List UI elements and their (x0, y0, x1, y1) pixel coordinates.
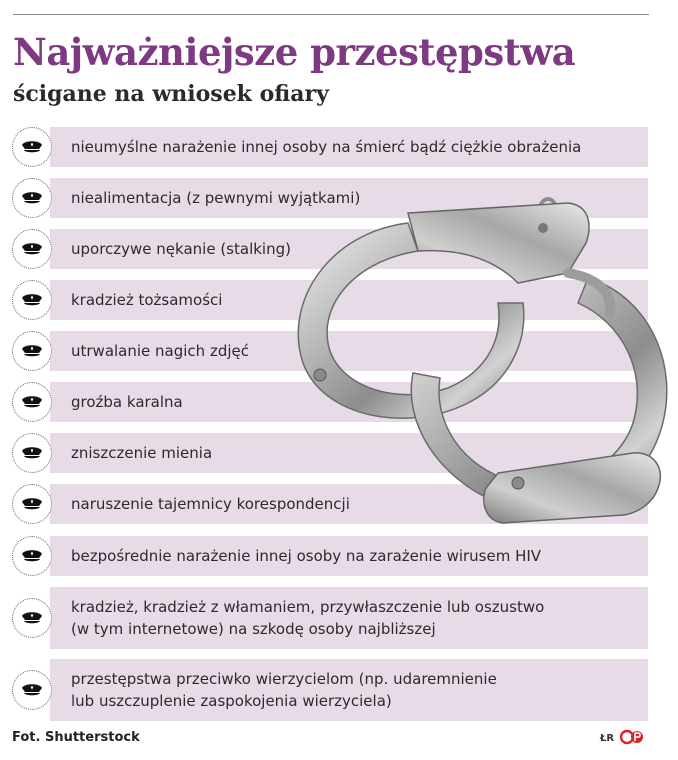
list-item (0, 229, 678, 269)
police-cap-icon (12, 536, 52, 576)
police-cap-icon (12, 598, 52, 638)
list-item-line: bezpośrednie narażenie innej osoby na zarażenie wirusem HIV (71, 547, 542, 565)
list-item (0, 433, 678, 473)
list-item-line: niealimentacja (z pewnymi wyjątkami) (71, 189, 361, 207)
list-item-line: kradzież tożsamości (71, 291, 223, 309)
list-item-line: zniszczenie mienia (71, 444, 213, 462)
list-item-text (71, 289, 648, 311)
list-item-line: groźba karalna (71, 393, 183, 411)
list-item-line: uporczywe nękanie (stalking) (71, 240, 291, 258)
police-cap-icon (12, 670, 52, 710)
list-item-text (71, 668, 648, 712)
list-item-line: utrwalanie nagich zdjęć (71, 342, 249, 360)
list-item-line: przestępstwa przeciwko wierzycielom (np. udaremnienie (71, 670, 497, 688)
police-cap-icon (12, 433, 52, 473)
list-item (0, 382, 678, 422)
photo-credit: Fot. Shutterstock (12, 730, 140, 745)
list-item-line: naruszenie tajemnicy korespondencji (71, 495, 350, 513)
list-item-text (71, 391, 648, 413)
list-item (0, 659, 678, 721)
list-item (0, 587, 678, 649)
publisher-logo (620, 728, 644, 746)
page-subtitle: ścigane na wniosek ofiary (13, 81, 329, 107)
police-cap-icon (12, 382, 52, 422)
list-item (0, 536, 678, 576)
list-item-line: (w tym internetowe) na szkodę osoby najbliższej (71, 620, 436, 638)
police-cap-icon (12, 229, 52, 269)
police-cap-icon (12, 127, 52, 167)
list-item-text (71, 545, 648, 567)
list-item-line: kradzież, kradzież z włamaniem, przywłaszczenie lub oszustwo (71, 598, 545, 616)
list-item-text (71, 340, 648, 362)
page-title: Najważniejsze przestępstwa (13, 30, 576, 74)
list-item (0, 127, 678, 167)
list-item (0, 178, 678, 218)
author-initials: ŁR (600, 733, 615, 744)
police-cap-icon (12, 484, 52, 524)
list-item-text (71, 187, 648, 209)
list-item (0, 280, 678, 320)
police-cap-icon (12, 280, 52, 320)
list-item-text (71, 136, 648, 158)
list-item-text (71, 596, 648, 640)
list-item-text (71, 442, 648, 464)
list-item-text (71, 238, 648, 260)
list-item-line: lub uszczuplenie zaspokojenia wierzyciela) (71, 692, 392, 710)
police-cap-icon (12, 178, 52, 218)
list-item (0, 484, 678, 524)
list-item (0, 331, 678, 371)
police-cap-icon (12, 331, 52, 371)
list-item-text (71, 493, 648, 515)
list-item-line: nieumyślne narażenie innej osoby na śmierć bądź ciężkie obrażenia (71, 138, 582, 156)
